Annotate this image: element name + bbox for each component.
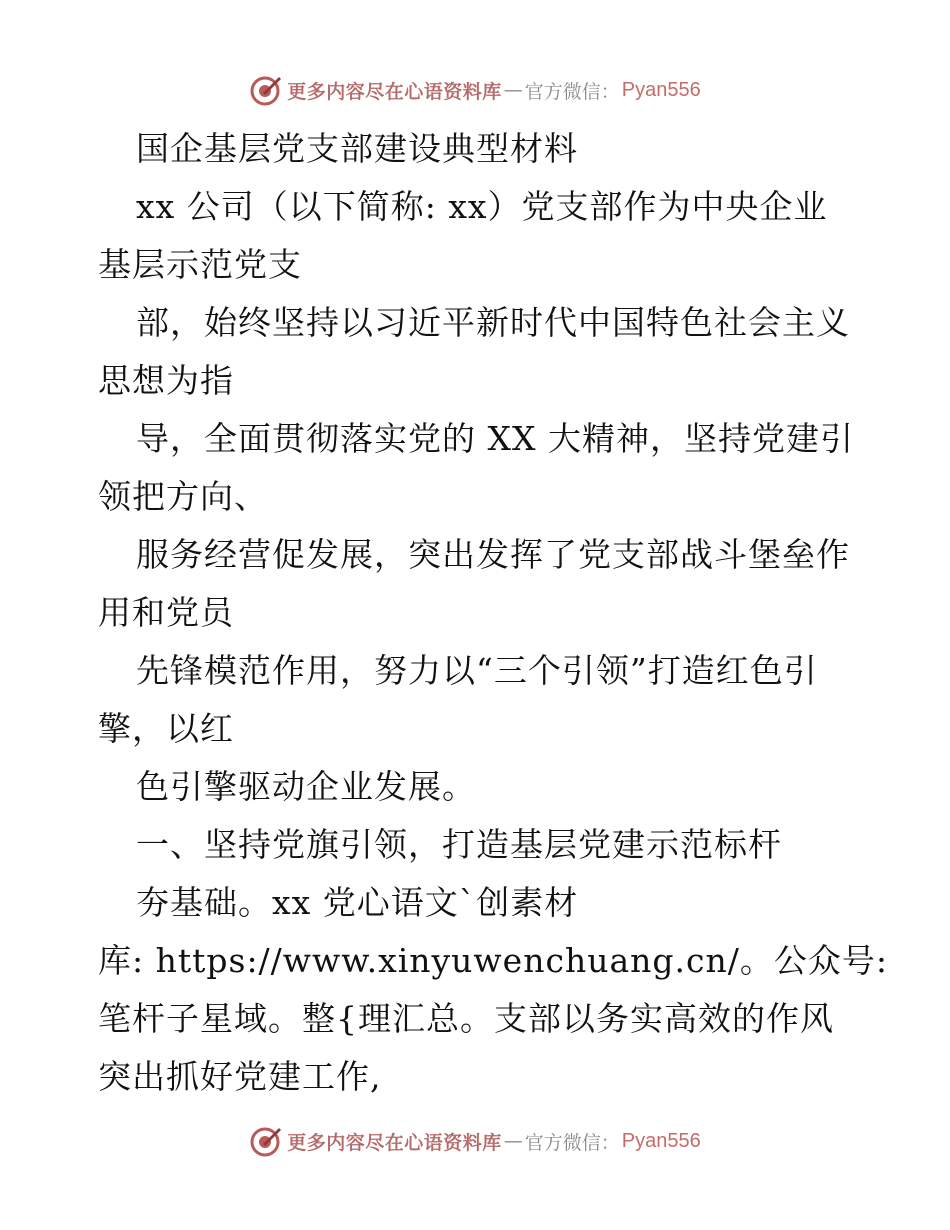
paragraph-line: 笔杆子星域。整{理汇总。支部以务实高效的作风 — [98, 999, 834, 1038]
paragraph-line: 突出抓好党建工作, — [98, 1057, 382, 1096]
paragraph-line: 服务经营促发展，突出发挥了党支部战斗堡垒作 — [136, 535, 850, 574]
document-title: 国企基层党支部建设典型材料 — [136, 129, 578, 168]
paragraph-line: 用和党员 — [98, 593, 234, 632]
paragraph-line: 基层示范党支 — [98, 245, 302, 284]
paragraph-line: xx 公司（以下简称: xx）党支部作为中央企业 — [136, 187, 828, 226]
pen-logo-icon — [249, 1124, 283, 1158]
watermark-wechat-label: 官方微信： — [524, 80, 620, 103]
header-watermark — [0, 70, 950, 110]
pen-logo-icon — [249, 73, 283, 107]
paragraph-line: 领把方向、 — [98, 477, 268, 516]
paragraph-line: 色引擎驱动企业发展。 — [136, 767, 476, 806]
document-body — [98, 120, 888, 1106]
paragraph-line: 思想为指 — [98, 361, 234, 400]
watermark-separator: — — [503, 79, 523, 101]
watermark-wechat-id: Pyan556 — [621, 78, 701, 101]
watermark-wechat-label: 官方微信： — [524, 1131, 620, 1154]
watermark-brand-text: 更多内容尽在心语资料库 — [287, 80, 502, 103]
paragraph-line: 擎，以红 — [98, 709, 234, 748]
paragraph-line: 夯基础。xx 党心语文`创素材 — [136, 883, 579, 922]
watermark-wechat-id: Pyan556 — [621, 1129, 701, 1152]
section-heading: 一、坚持党旗引领，打造基层党建示范标杆 — [136, 825, 782, 864]
watermark-separator: — — [503, 1130, 523, 1152]
paragraph-line: 库: https://www.xinyuwenchuang.cn/。公众号: — [98, 941, 888, 980]
footer-watermark — [0, 1121, 950, 1161]
paragraph-line: 导，全面贯彻落实党的 XX 大精神，坚持党建引 — [136, 419, 854, 458]
paragraph-line: 先锋模范作用，努力以“三个引领”打造红色引 — [136, 651, 818, 690]
watermark-brand-text: 更多内容尽在心语资料库 — [287, 1131, 502, 1154]
paragraph-line: 部，始终坚持以习近平新时代中国特色社会主义 — [136, 303, 850, 342]
